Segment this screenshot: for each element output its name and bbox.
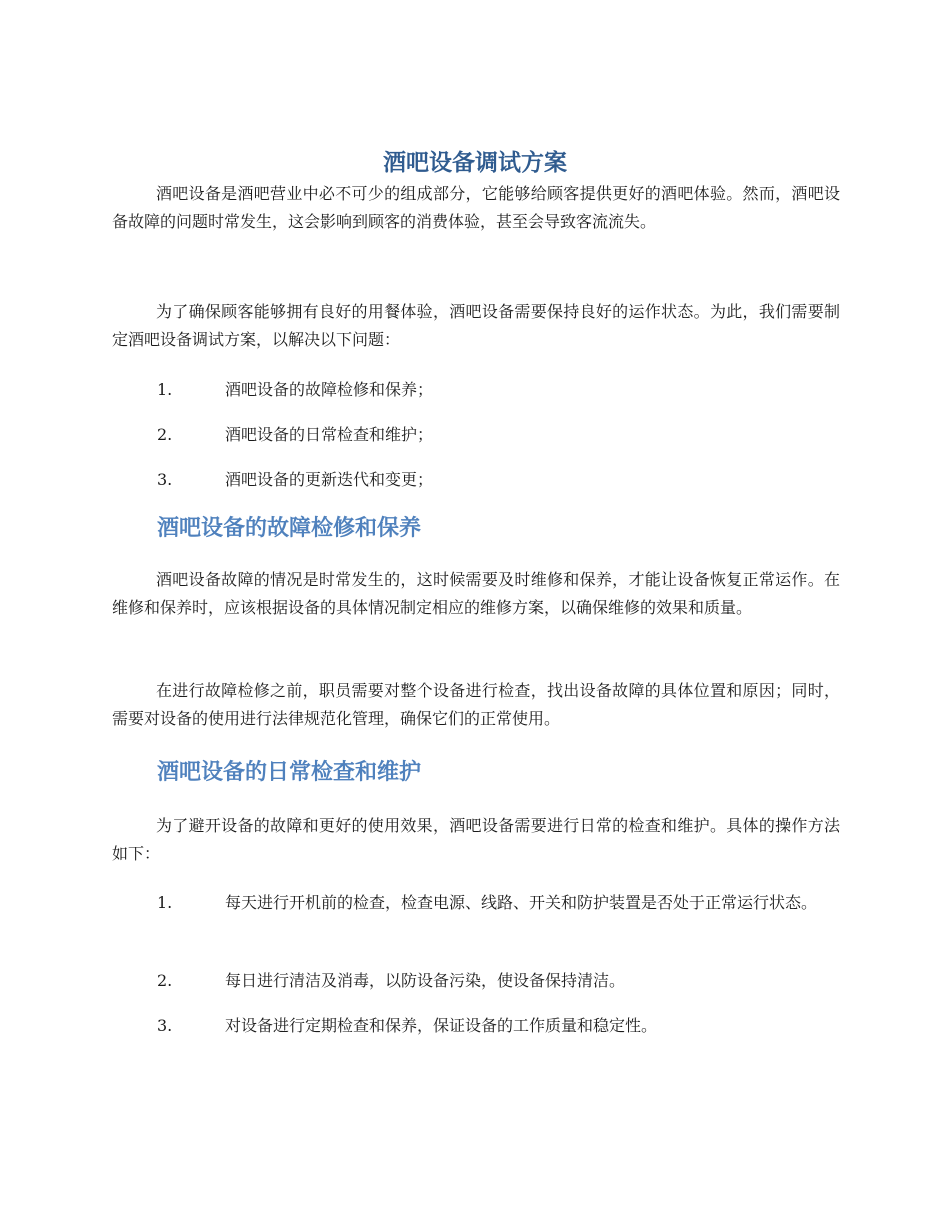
list-text: 每天进行开机前的检查，检查电源、线路、开关和防护装置是否处于正常运行状态。 bbox=[225, 893, 818, 912]
section-heading-repair: 酒吧设备的故障检修和保养 bbox=[157, 516, 422, 541]
list-number: 3. bbox=[157, 1016, 173, 1035]
list-number: 1. bbox=[157, 380, 173, 399]
section2-paragraph-1: 为了避开设备的故障和更好的使用效果，酒吧设备需要进行日常的检查和维护。具体的操作方法如下： bbox=[112, 816, 840, 863]
list-item bbox=[112, 421, 840, 449]
section-heading-maintenance: 酒吧设备的日常检查和维护 bbox=[157, 760, 422, 785]
list-text: 每日进行清洁及消毒，以防设备污染，使设备保持清洁。 bbox=[225, 971, 626, 990]
list-number: 1. bbox=[157, 893, 173, 912]
list-item bbox=[112, 376, 840, 404]
list-item bbox=[112, 967, 840, 995]
list-item bbox=[112, 889, 840, 917]
section1-paragraph-2: 在进行故障检修之前，职员需要对整个设备进行检查，找出设备故障的具体位置和原因；同时，需要对设备的使用进行法律规范化管理，确保它们的正常使用。 bbox=[112, 681, 840, 728]
list-text: 酒吧设备的故障检修和保养； bbox=[225, 380, 434, 399]
list-item bbox=[112, 466, 840, 494]
list-text: 对设备进行定期检查和保养，保证设备的工作质量和稳定性。 bbox=[225, 1016, 658, 1035]
intro-paragraph-2: 为了确保顾客能够拥有良好的用餐体验，酒吧设备需要保持良好的运作状态。为此，我们需要制定酒吧设备调试方案，以解决以下问题： bbox=[112, 302, 840, 349]
list-text: 酒吧设备的更新迭代和变更； bbox=[225, 470, 434, 489]
list-number: 2. bbox=[157, 425, 173, 444]
section1-paragraph-1: 酒吧设备故障的情况是时常发生的，这时候需要及时维修和保养，才能让设备恢复正常运作。在维修和保养时，应该根据设备的具体情况制定相应的维修方案，以确保维修的效果和质量。 bbox=[112, 570, 840, 617]
list-number: 2. bbox=[157, 971, 173, 990]
page-title: 酒吧设备调试方案 bbox=[383, 150, 567, 176]
list-text: 酒吧设备的日常检查和维护； bbox=[225, 425, 434, 444]
list-item bbox=[112, 1012, 840, 1040]
list-number: 3. bbox=[157, 470, 173, 489]
intro-paragraph-1: 酒吧设备是酒吧营业中必不可少的组成部分，它能够给顾客提供更好的酒吧体验。然而，酒吧设备故障的问题时常发生，这会影响到顾客的消费体验，甚至会导致客流流失。 bbox=[112, 184, 840, 231]
